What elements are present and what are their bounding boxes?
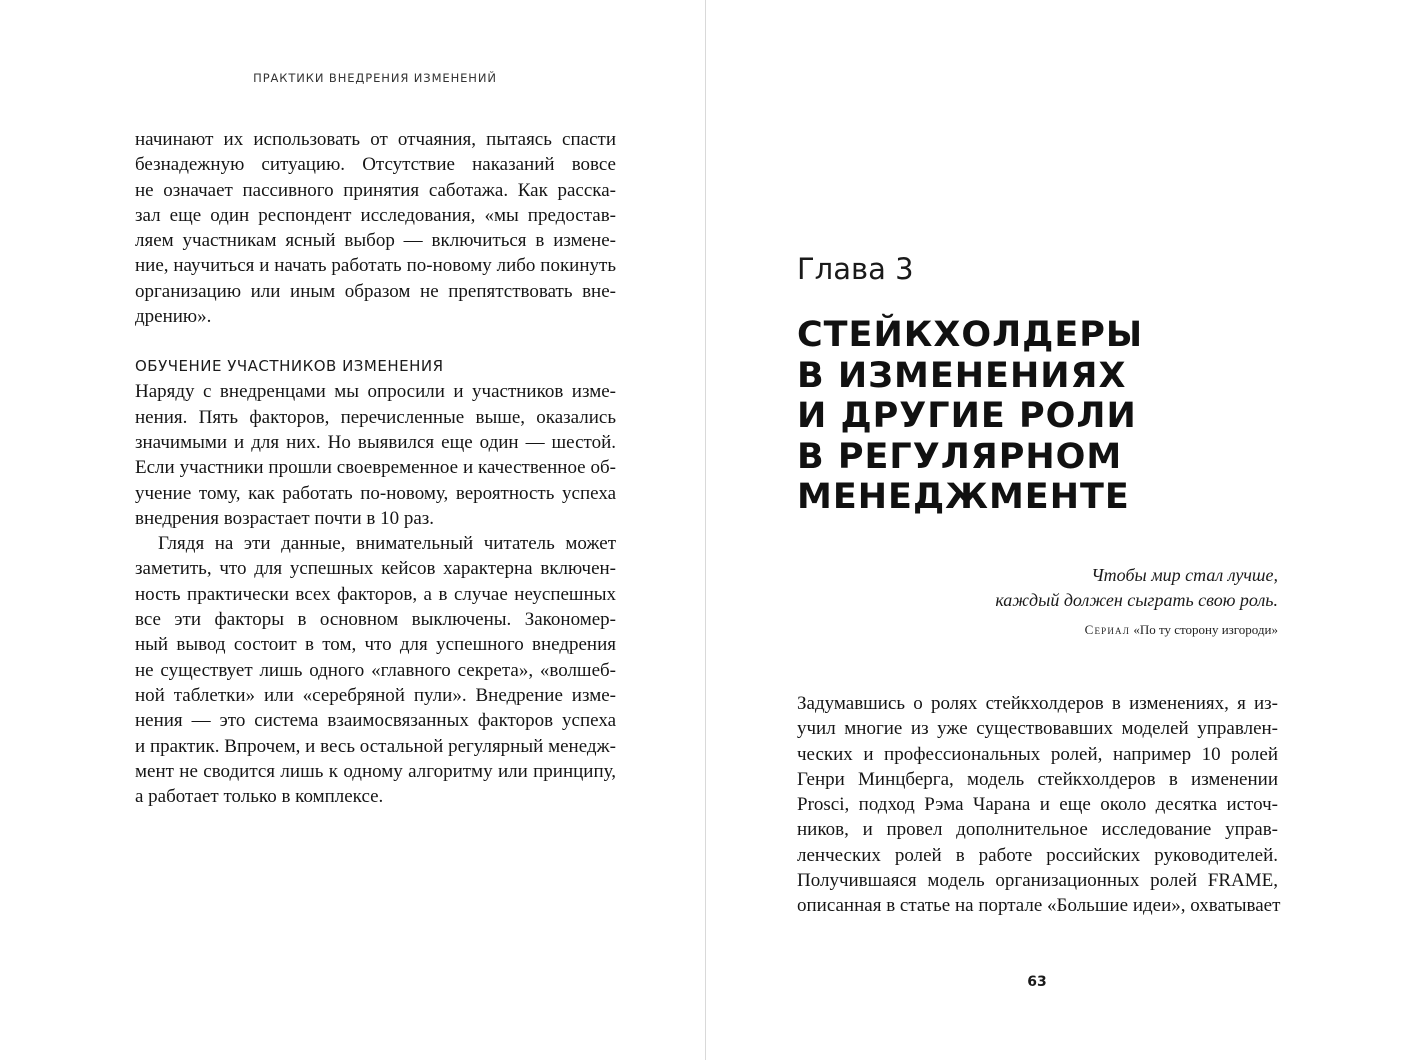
chapter-label: Глава 3 <box>797 252 914 286</box>
epigraph-source-kind: Сериал <box>1084 622 1131 637</box>
right-page-body <box>797 691 1281 919</box>
left-page-body <box>135 127 616 809</box>
paragraph-gap <box>135 329 616 354</box>
text-line: описанная в статье на портале «Большие идеи», охватывает <box>797 895 1281 917</box>
text-line: Prosci, подход Рэма Чарана и еще около десятка источ- <box>797 794 1278 816</box>
text-line: не существует лишь одного «главного секрета», «волшеб- <box>135 659 616 681</box>
text-line: учение тому, как работать по-новому, вероятность успеха <box>135 482 616 504</box>
text-line: а работает только в комплексе. <box>135 786 384 808</box>
chapter-title <box>797 315 1297 518</box>
text-line: ность практически всех факторов, а в случае неуспешных <box>135 583 616 605</box>
text-line: начинают их использовать от отчаяния, пытаясь спасти <box>135 129 616 150</box>
text-line: безнадежную ситуацию. Отсутствие наказаний вовсе <box>135 154 616 176</box>
page-gutter <box>705 0 706 1060</box>
chapter-title-line: В ИЗМЕНЕНИЯХ <box>797 355 1127 396</box>
text-line: учил многие из уже существовавших моделей управлен- <box>797 718 1278 740</box>
text-line: Генри Минцберга, модель стейкхолдеров в изменении <box>797 768 1278 790</box>
chapter-title-line: В РЕГУЛЯРНОМ <box>797 436 1123 477</box>
text-line: все эти факторы в основном выключены. Закономер- <box>135 609 616 631</box>
text-line: ческих и профессиональных ролей, например 10 ролей <box>797 743 1278 765</box>
text-line: организацию или иным образом не препятствовать вне- <box>135 280 616 302</box>
paragraph-3 <box>135 531 616 809</box>
text-line: ние, научиться и начать работать по-новому либо покинуть <box>135 255 616 277</box>
text-line: Задумавшись о ролях стейкхолдеров в изменениях, я из- <box>797 693 1278 714</box>
epigraph-source <box>930 622 1278 638</box>
paragraph-1 <box>135 127 616 329</box>
text-line: нения. Пять факторов, перечисленные выше, оказались <box>135 406 616 428</box>
epigraph-line: каждый должен сыграть свою роль. <box>995 590 1278 610</box>
chapter-title-line: И ДРУГИЕ РОЛИ <box>797 396 1137 437</box>
text-line: Наряду с внедренцами мы опросили и участников изме- <box>135 381 616 403</box>
section-heading: ОБУЧЕНИЕ УЧАСТНИКОВ ИЗМЕНЕНИЯ <box>135 357 444 376</box>
epigraph-source-title: «По ту сторону изгороди» <box>1133 622 1278 637</box>
text-line: Получившаяся модель организационных ролей FRAME, <box>797 870 1278 892</box>
paragraph-2 <box>135 379 616 531</box>
page-number: 63 <box>1027 974 1047 990</box>
text-line: зал еще один респондент исследования, «мы предостав- <box>135 204 616 226</box>
text-line: мент не сводится лишь к одному алгоритму или принципу, <box>135 760 616 782</box>
running-head: ПРАКТИКИ ВНЕДРЕНИЯ ИЗМЕНЕНИЙ <box>253 71 497 85</box>
chapter-title-line: МЕНЕДЖМЕНТЕ <box>797 477 1130 518</box>
text-line: значимыми и для них. Но выявился еще один — шестой. <box>135 431 616 453</box>
text-line: Если участники прошли своевременное и качественное об- <box>135 457 616 479</box>
text-line: ной таблетки» или «серебряной пули». Внедрение изме- <box>135 684 616 706</box>
epigraph <box>930 563 1278 613</box>
text-line: ников, и провел дополнительное исследование управ- <box>797 819 1278 841</box>
text-line: Глядя на эти данные, внимательный читатель может <box>158 533 616 555</box>
text-line: не означает пассивного принятия саботажа. Как расска- <box>135 179 616 201</box>
chapter-title-line: СТЕЙКХОЛДЕРЫ <box>797 315 1144 355</box>
text-line: дрению». <box>135 306 212 328</box>
text-line: ленческих ролей в работе российских руководителей. <box>797 844 1278 866</box>
text-line: и практик. Впрочем, и весь остальной регулярный менедж- <box>135 735 616 757</box>
text-line: внедрения возрастает почти в 10 раз. <box>135 507 435 529</box>
text-line: нения — это система взаимосвязанных факторов успеха <box>135 710 616 732</box>
text-line: ный вывод состоит в том, что для успешного внедрения <box>135 634 616 656</box>
text-line: ляем участникам ясный выбор — включиться в измене- <box>135 230 616 252</box>
epigraph-line: Чтобы мир стал лучше, <box>1091 565 1278 585</box>
text-line: заметить, что для успешных кейсов характерна включен- <box>135 558 616 580</box>
